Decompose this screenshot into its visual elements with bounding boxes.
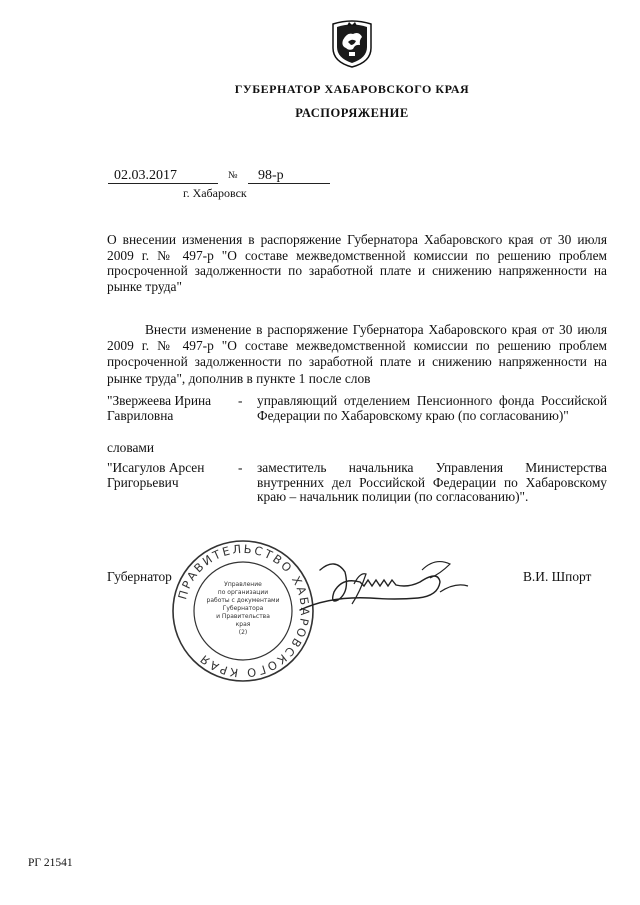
stamp-line: Губернатора (222, 605, 264, 612)
stamp-line: Управление (224, 581, 262, 588)
entry-name: "Звержеева Ирина Гавриловна (107, 393, 212, 423)
stamp-line: работы с документами (206, 597, 280, 604)
signatory-name: В.И. Шпорт (523, 569, 592, 584)
connector-word: словами (107, 440, 155, 455)
document-city: г. Хабаровск (183, 186, 247, 200)
stamp-line: и Правительства (216, 613, 270, 620)
date-underline (108, 183, 218, 184)
stamp-line: по организации (217, 589, 269, 596)
handwritten-signature (290, 552, 480, 612)
coat-of-arms-icon (329, 18, 375, 68)
document-date-number (108, 168, 330, 184)
entry-name: "Исагулов Арсен Григорьевич (107, 460, 205, 490)
entry-dash: - (238, 393, 243, 408)
document-subject: О внесении изменения в распоряжение Губернатора Хабаровского края от 30 июля 2009 г. № 497-р "О составе межведомственной комиссии по решению проблем просроченной задолженности по заработной плате и снижению напряженности на рынке труда" (107, 232, 607, 294)
entry-description: заместитель начальника Управления Министерства внутренних дел Российской Федерации по Хабаровскому краю – начальник полиции (по согласованию)". (257, 460, 607, 505)
document-body: Внести изменение в распоряжение Губернатора Хабаровского края от 30 июля 2009 г. № 497-р "О составе межведомственной комиссии по решению проблем просроченной задолженности по заработной плате и снижению напряженности на рынке труда", дополнив в пункте 1 после слов (107, 322, 607, 386)
document-number: 98-р (258, 168, 284, 183)
entry-dash: - (238, 460, 243, 475)
stamp-ring-text: ПРАВИТЕЛЬСТВО ХАБАРОВСКОГО КРАЯ (175, 541, 313, 681)
document-type: РАСПОРЯЖЕНИЕ (295, 106, 409, 120)
stamp-line: края (235, 621, 251, 628)
document-registration-code: РГ 21541 (28, 857, 73, 869)
number-underline (248, 183, 330, 184)
signatory-position: Губернатор (107, 569, 172, 584)
document-date: 02.03.2017 (114, 168, 177, 183)
issuer-title: ГУБЕРНАТОР ХАБАРОВСКОГО КРАЯ (234, 82, 470, 96)
entry-description: управляющий отделением Пенсионного фонда Российской Федерации по Хабаровскому краю (по согласованию)" (257, 393, 607, 423)
number-sign: № (228, 170, 238, 181)
stamp-line: (2) (238, 629, 248, 636)
